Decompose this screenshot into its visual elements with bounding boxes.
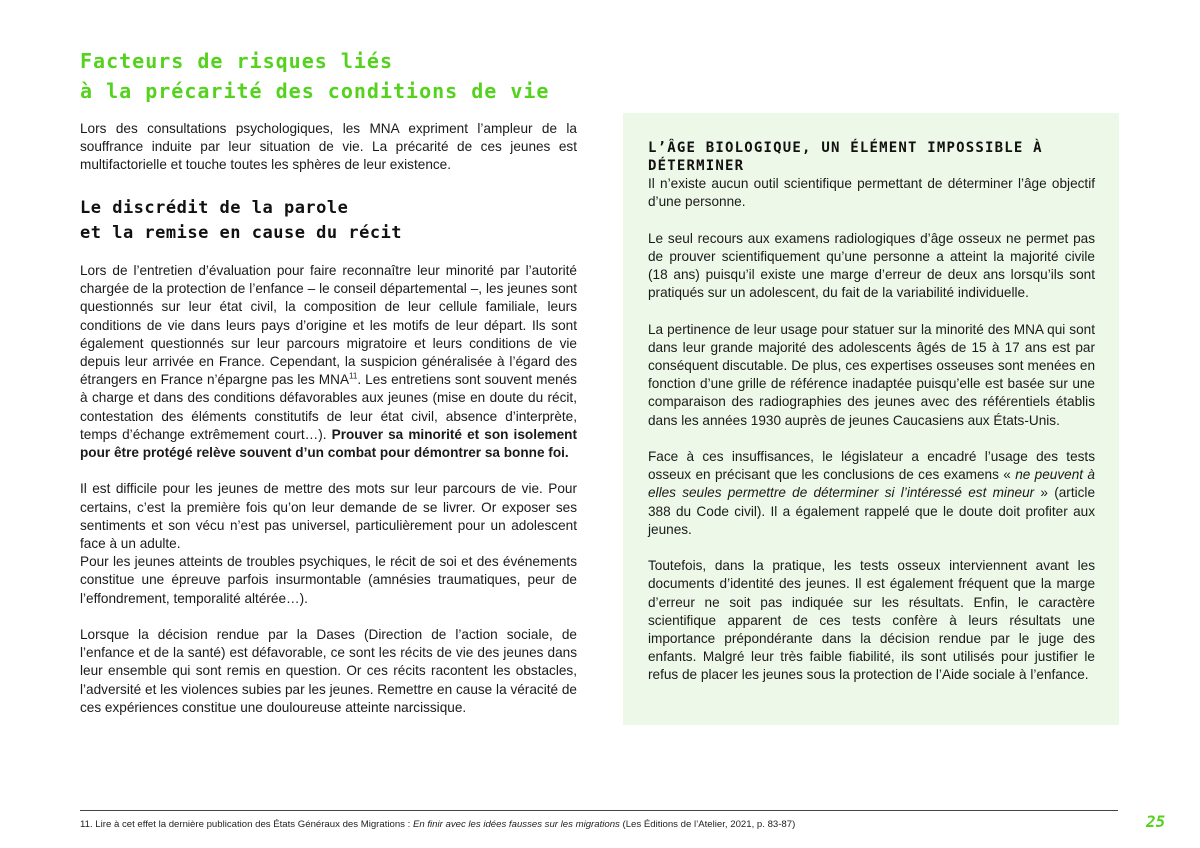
- info-box-paragraph-1: Il n’existe aucun outil scientifique permettant de déterminer l’âge objectif d’une personne.: [648, 176, 1095, 210]
- info-box-paragraph-4: [648, 448, 1095, 539]
- info-box-p4-text-b: » (article 388 du Code civil). Il a également rappelé que le doute doit profiter aux jeunes.: [648, 485, 1096, 537]
- left-paragraph-2: Il est difficile pour les jeunes de mettre des mots sur leur parcours de vie. Pour certains, c’est la première fois qu’on leur demande de se livrer. Or exposer ses sentiments et son vécu n’est pas universel, particulièrement pour un adolescent face à un adulte.: [80, 481, 577, 552]
- info-box-p4-text-a: Face à ces insuffisances, le législateur a encadré l’usage des tests osseux en précisant que les conclusions de ces examens «: [648, 449, 1095, 483]
- left-column: [80, 262, 577, 735]
- footnote: [80, 818, 1080, 831]
- info-box: [623, 113, 1119, 725]
- info-box-paragraph-5: Toutefois, dans la pratique, les tests osseux interviennent avant les documents d’identité des jeunes. Il est également fréquent que la marge d’erreur ne soit pas indiquée sur les résultats. Enfin, le caractère scientifique apparent de ces tests confère à leurs résultats une importance prépondérante dans la décision rendue par le juge des enfants. Malgré leur très faible fiabilité, ils sont utilisés pour justifier le refus de placer les jeunes sous la protection de l’Aide sociale à l’enfance.: [648, 558, 1095, 683]
- footnote-ref-11[interactable]: 11: [349, 371, 358, 381]
- subsection-title-line2: et la remise en cause du récit: [80, 223, 403, 243]
- subsection-title-line1: Le discrédit de la parole: [80, 198, 349, 218]
- info-box-p4-quote: ne peuvent à elles seules permettre de déterminer si l’intéressé est mineur: [648, 467, 1095, 501]
- info-box-paragraph-2: Le seul recours aux examens radiologiques d’âge osseux ne permet pas de prouver scientifiquement qu’une personne a atteint la majorité civile (18 ans) puisqu’il existe une marge d’erreur de deux ans lorsqu’ils sont pratiqués sur un adolescent, du fait de la variabilité individuelle.: [648, 230, 1095, 301]
- main-title-line1: Facteurs de risques liés: [80, 49, 393, 73]
- left-p1-text-a: Lors de l’entretien d’évaluation pour faire reconnaître leur minorité par l’autorité chargée de la protection de l’enfance – le conseil départemental –, les jeunes sont questionnés sur leur état civil, la composition de leur cellule familiale, leurs conditions de vie dans leurs pays d’origine et les motifs de leur départ. Ils sont également questionnés sur leur parcours migratoire et leurs conditions de vie depuis leur arrivée en France. Cependant, la suspicion généralisée à l’égard des étrangers en France n’épargne pas les MNA: [80, 263, 577, 388]
- info-box-body: [648, 175, 1095, 703]
- main-title-line2: à la précarité des conditions de vie: [80, 79, 550, 103]
- footnote-divider: [80, 810, 1118, 811]
- page-number: 25: [1146, 812, 1166, 831]
- subsection-title: [80, 196, 580, 246]
- footnote-text-a: 11. Lire à cet effet la dernière publication des États Généraux des Migrations :: [80, 819, 413, 830]
- footnote-book-title: En finir avec les idées fausses sur les migrations: [412, 819, 620, 830]
- left-paragraph-3: Pour les jeunes atteints de troubles psychiques, le récit de soi et des événements constitue une épreuve parfois insurmontable (amnésies traumatiques, peur de l’effondrement, temporalité altérée…).: [80, 554, 577, 606]
- info-box-paragraph-3: La pertinence de leur usage pour statuer sur la minorité des MNA qui sont dans leur grande majorité des adolescents âgés de 15 à 17 ans est par conséquent discutable. De plus, ces expertises osseuses sont menées en fonction d’une grille de référence inadaptée puisqu’elle est basée sur une comparaison des radiographies des jeunes avec des référentiels établis dans les années 1930 auprès de jeunes Caucasiens aux États-Unis.: [648, 321, 1095, 428]
- left-paragraph-1: [80, 262, 577, 462]
- left-p1-text-b: . Les entretiens sont souvent menés à charge et dans des conditions défavorables aux jeunes (mise en doute du récit, contestation des éléments constitutifs de leur état civil, absence d’interprète, temps d’échange extrêmement court…).: [80, 372, 577, 442]
- intro-paragraph: Lors des consultations psychologiques, les MNA expriment l’ampleur de la souffrance induite par leur situation de vie. La précarité de ces jeunes est multifactorielle et touche toutes les sphères de leur existence.: [80, 121, 577, 173]
- left-paragraph-4: Lorsque la décision rendue par la Dases (Direction de l’action sociale, de l’enfance et de la santé) est défavorable, ce sont les récits de vie des jeunes dans leur ensemble qui sont remis en question. Or ces récits racontent les obstacles, l’adversité et les violences subies par les jeunes. Remettre en cause la véracité de ces expériences constitue une douloureuse atteinte narcissique.: [80, 627, 577, 715]
- info-box-title: L’ÂGE BIOLOGIQUE, UN ÉLÉMENT IMPOSSIBLE À DÉTERMINER: [648, 140, 1043, 174]
- left-p1-bold: Prouver sa minorité et son isolement pour être protégé relève souvent d’un combat pour démontrer sa bonne foi.: [80, 426, 578, 461]
- footnote-text-b: (Les Éditions de l’Atelier, 2021, p. 83-87): [619, 819, 796, 830]
- main-title: [80, 46, 600, 106]
